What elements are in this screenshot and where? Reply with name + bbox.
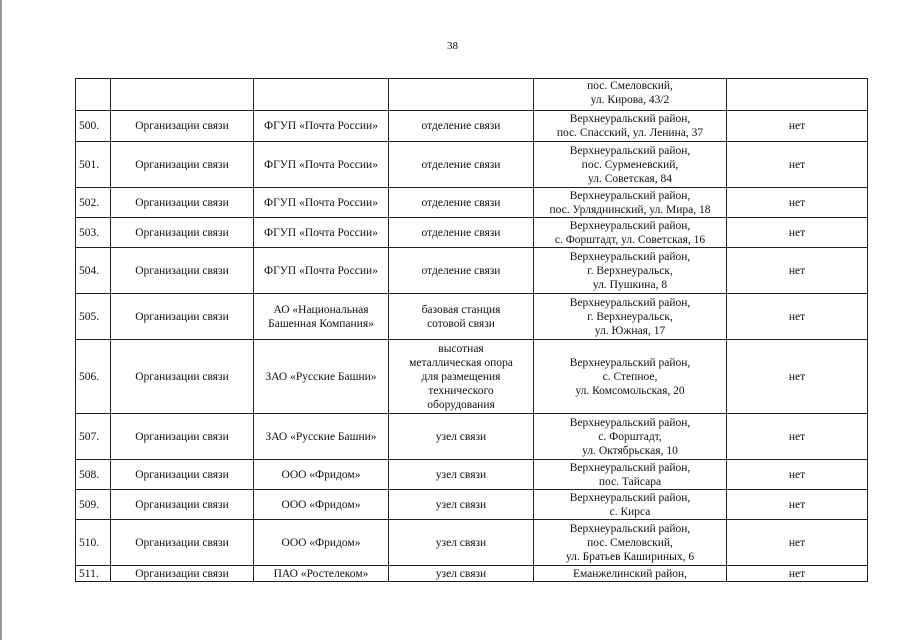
cell-organization: ФГУП «Почта России» (254, 218, 389, 248)
cell-category: Организации связи (111, 142, 254, 188)
cell-status: нет (727, 218, 868, 248)
table-row (76, 414, 868, 460)
cell-organization: ЗАО «Русские Башни» (254, 414, 389, 460)
cell-address (534, 188, 727, 218)
table-row (76, 142, 868, 188)
cell-status: нет (727, 111, 868, 142)
cell-status: нет (727, 460, 868, 490)
page-number: 38 (447, 40, 458, 52)
cell-address (534, 218, 727, 248)
cell-number: 500. (76, 111, 111, 142)
address-text: Верхнеуральский район, г. Верхнеуральск, ул. Южная, 17 (569, 296, 691, 337)
cell-category: Организации связи (111, 188, 254, 218)
cell-address (534, 248, 727, 294)
cell-object (389, 79, 534, 111)
cell-object: узел связи (389, 414, 534, 460)
cell-category: Организации связи (111, 218, 254, 248)
cell-object: узел связи (389, 460, 534, 490)
cell-address (534, 340, 727, 414)
address-text: Верхнеуральский район, г. Верхнеуральск, ул. Пушкина, 8 (569, 250, 691, 291)
cell-address (534, 490, 727, 520)
cell-object: отделение связи (389, 111, 534, 142)
cell-organization: ООО «Фридом» (254, 460, 389, 490)
cell-category: Организации связи (111, 340, 254, 414)
cell-status: нет (727, 142, 868, 188)
cell-object (389, 340, 534, 414)
cell-object: узел связи (389, 566, 534, 582)
cell-object: отделение связи (389, 142, 534, 188)
cell-number: 508. (76, 460, 111, 490)
table-row (76, 566, 868, 582)
table-row (76, 460, 868, 490)
cell-object (389, 294, 534, 340)
table-row (76, 218, 868, 248)
cell-status: нет (727, 566, 868, 582)
cell-organization: ФГУП «Почта России» (254, 142, 389, 188)
address-text: Верхнеуральский район, пос. Сурменевский, ул. Советская, 84 (569, 144, 691, 185)
cell-category: Организации связи (111, 460, 254, 490)
cell-number: 503. (76, 218, 111, 248)
cell-object: отделение связи (389, 218, 534, 248)
cell-category: Организации связи (111, 414, 254, 460)
table-row (76, 340, 868, 414)
cell-address (534, 79, 727, 111)
cell-address (534, 294, 727, 340)
cell-category: Организации связи (111, 520, 254, 566)
cell-status: нет (727, 188, 868, 218)
cell-organization: ЗАО «Русские Башни» (254, 340, 389, 414)
cell-object: отделение связи (389, 188, 534, 218)
cell-organization: ООО «Фридом» (254, 490, 389, 520)
cell-organization: ООО «Фридом» (254, 520, 389, 566)
cell-address (534, 142, 727, 188)
cell-number: 509. (76, 490, 111, 520)
cell-object: узел связи (389, 520, 534, 566)
table-row (76, 490, 868, 520)
cell-status: нет (727, 414, 868, 460)
cell-number: 510. (76, 520, 111, 566)
object-text: базовая станция сотовой связи (421, 303, 501, 330)
cell-status (727, 79, 868, 111)
address-text: Верхнеуральский район, пос. Урляднинский, ул. Мира, 18 (549, 189, 711, 216)
cell-object: отделение связи (389, 248, 534, 294)
table-row (76, 520, 868, 566)
address-text: Верхнеуральский район, с. Степное, ул. Комсомольская, 20 (569, 356, 691, 397)
cell-address (534, 111, 727, 142)
cell-status: нет (727, 340, 868, 414)
cell-category (111, 79, 254, 111)
address-text: Еманжелинский район, (572, 567, 688, 580)
address-text: Верхнеуральский район, с. Форштадт, ул. Октябрьская, 10 (569, 416, 691, 457)
object-text: высотная металлическая опора для размещения технического оборудования (409, 342, 513, 411)
cell-address (534, 414, 727, 460)
cell-status: нет (727, 248, 868, 294)
cell-organization (254, 79, 389, 111)
table-body (76, 79, 868, 582)
address-text: пос. Смеловский, ул. Кирова, 43/2 (587, 80, 673, 106)
cell-number: 504. (76, 248, 111, 294)
cell-address (534, 460, 727, 490)
registry-table (75, 78, 868, 582)
cell-category: Организации связи (111, 490, 254, 520)
scan-left-edge (0, 0, 2, 640)
address-text: Верхнеуральский район, с. Форштадт, ул. Советская, 16 (554, 219, 706, 246)
cell-category: Организации связи (111, 294, 254, 340)
table-row (76, 294, 868, 340)
cell-category: Организации связи (111, 248, 254, 294)
cell-status: нет (727, 520, 868, 566)
cell-number: 501. (76, 142, 111, 188)
cell-number: 511. (76, 566, 111, 582)
cell-object: узел связи (389, 490, 534, 520)
address-text: Верхнеуральский район, пос. Тайсара (569, 461, 691, 488)
cell-status: нет (727, 490, 868, 520)
cell-address (534, 566, 727, 582)
address-text: Верхнеуральский район, пос. Смеловский, ул. Братьев Кашириных, 6 (565, 522, 695, 563)
address-text: Верхнеуральский район, пос. Спасский, ул. Ленина, 37 (556, 113, 704, 139)
cell-organization: ПАО «Ростелеком» (254, 566, 389, 582)
cell-number: 502. (76, 188, 111, 218)
cell-number: 505. (76, 294, 111, 340)
table-row (76, 188, 868, 218)
cell-number (76, 79, 111, 111)
cell-organization (254, 294, 389, 340)
cell-address (534, 520, 727, 566)
cell-number: 507. (76, 414, 111, 460)
cell-organization: ФГУП «Почта России» (254, 248, 389, 294)
cell-number: 506. (76, 340, 111, 414)
table-row (76, 79, 868, 111)
address-text: Верхнеуральский район, с. Кирса (569, 491, 691, 518)
cell-organization: ФГУП «Почта России» (254, 111, 389, 142)
cell-category: Организации связи (111, 566, 254, 582)
cell-organization: ФГУП «Почта России» (254, 188, 389, 218)
table-row (76, 111, 868, 142)
cell-status: нет (727, 294, 868, 340)
organization-text: АО «Национальная Башенная Компания» (268, 303, 374, 330)
table-row (76, 248, 868, 294)
cell-category: Организации связи (111, 111, 254, 142)
